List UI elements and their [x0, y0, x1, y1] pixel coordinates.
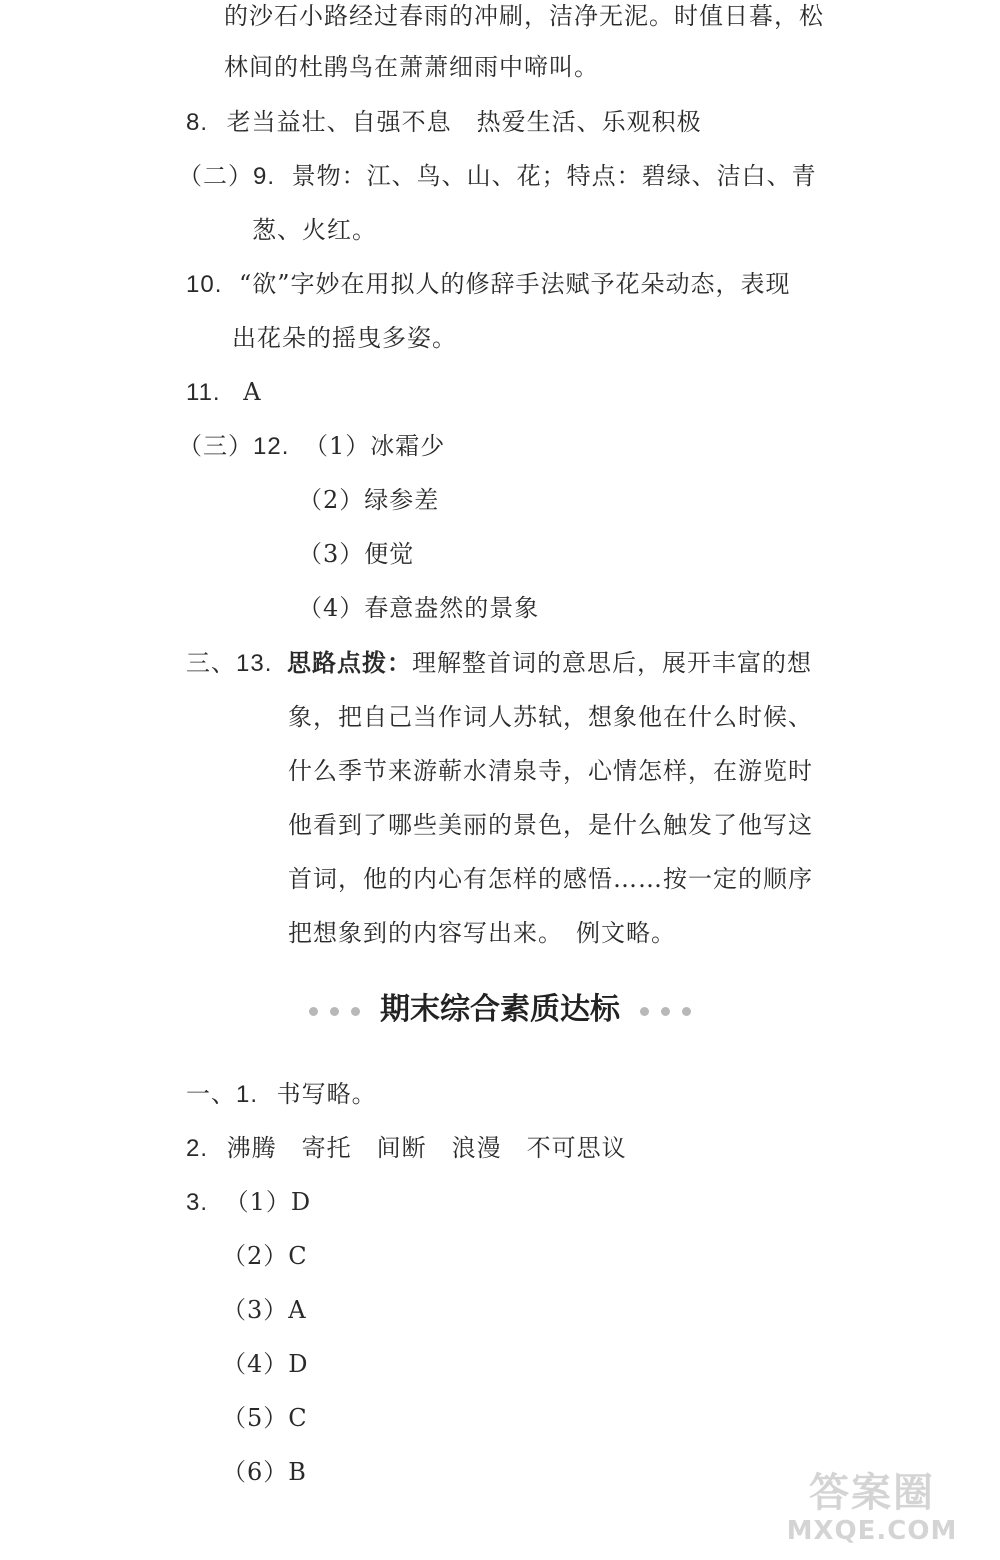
- answer-text: 沸腾 寄托 间断 浪漫 不可思议: [226, 1134, 627, 1162]
- answer-text-line: 什么季节来游蕲水清泉寺，心情怎样，在游览时: [288, 757, 813, 785]
- answer-text-line: （2）绿参差: [298, 486, 440, 514]
- answer-text-line: 葱、火红。: [252, 216, 377, 244]
- answer-text-line: 首词，他的内心有怎样的感悟……按一定的顺序: [288, 865, 813, 893]
- question-13: [186, 647, 812, 680]
- watermark-url: MXQE.COM: [786, 1516, 958, 1546]
- answer-text: 书写略。: [276, 1080, 377, 1108]
- answer-text-line: （6）B: [222, 1458, 307, 1486]
- question-number: 2.: [186, 1135, 209, 1162]
- question-number: 9.: [253, 163, 276, 190]
- answer-text: 理解整首词的意思后，展开丰富的想: [412, 649, 813, 677]
- answer-text-line: 象，把自己当作词人苏轼，想象他在什么时候、: [288, 703, 813, 731]
- watermark-logo: [762, 1470, 982, 1546]
- question-10: [186, 268, 791, 301]
- answer-text: （1）冰霜少: [304, 432, 446, 460]
- answer-text: 景物：江、鸟、山、花；特点：碧绿、洁白、青: [291, 162, 817, 190]
- final-question-2: [186, 1132, 627, 1165]
- hint-label: 思路点拨：: [287, 648, 413, 677]
- question-number: 10.: [186, 271, 223, 298]
- watermark-title: 答案圈: [809, 1470, 935, 1516]
- answer-text: A: [243, 378, 262, 406]
- question-11: [186, 376, 262, 409]
- answer-text-line: （5）C: [222, 1404, 308, 1432]
- answer-text-line: （4）春意盎然的景象: [298, 594, 540, 622]
- question-number: 12.: [253, 433, 290, 460]
- section-title: 期末综合素质达标: [380, 992, 620, 1027]
- section-heading: [0, 990, 1000, 1031]
- answer-text-line: （3）便觉: [298, 540, 415, 568]
- answer-text: （1）D: [224, 1188, 312, 1216]
- answer-text-line: 林间的杜鹃鸟在萧萧细雨中啼叫。: [224, 53, 599, 81]
- question-number: 三、13.: [186, 650, 273, 677]
- answer-text-line: （4）D: [222, 1350, 309, 1378]
- question-12: [178, 430, 445, 463]
- question-number: 8.: [186, 109, 209, 136]
- answer-text-line: 出花朵的摇曳多姿。: [232, 324, 457, 352]
- question-number: 11.: [186, 379, 221, 406]
- answer-text: 老当益壮、自强不息 热爱生活、乐观积极: [226, 108, 702, 136]
- answer-text-line: 他看到了哪些美丽的景色，是什么触发了他写这: [288, 811, 813, 839]
- answer-text: “欲”字妙在用拟人的修辞手法赋予花朵动态，表现: [239, 270, 791, 298]
- final-question-1: [186, 1078, 377, 1111]
- question-number: 3.: [186, 1189, 209, 1216]
- decorative-dots-left: [303, 991, 366, 1031]
- answer-text-line: （3）A: [222, 1296, 307, 1324]
- final-question-3: [186, 1186, 311, 1219]
- answer-text-line: 的沙石小路经过春雨的冲刷，洁净无泥。时值日暮，松: [224, 2, 824, 30]
- section-prefix: （二）: [178, 162, 253, 190]
- decorative-dots-right: [634, 991, 697, 1031]
- answer-text-line: 把想象到的内容写出来。 例文略。: [288, 919, 676, 947]
- question-number: 一、1.: [186, 1081, 259, 1108]
- question-9: [178, 160, 817, 193]
- section-prefix: （三）: [178, 432, 253, 460]
- answer-text-line: （2）C: [222, 1242, 308, 1270]
- question-8: [186, 106, 702, 139]
